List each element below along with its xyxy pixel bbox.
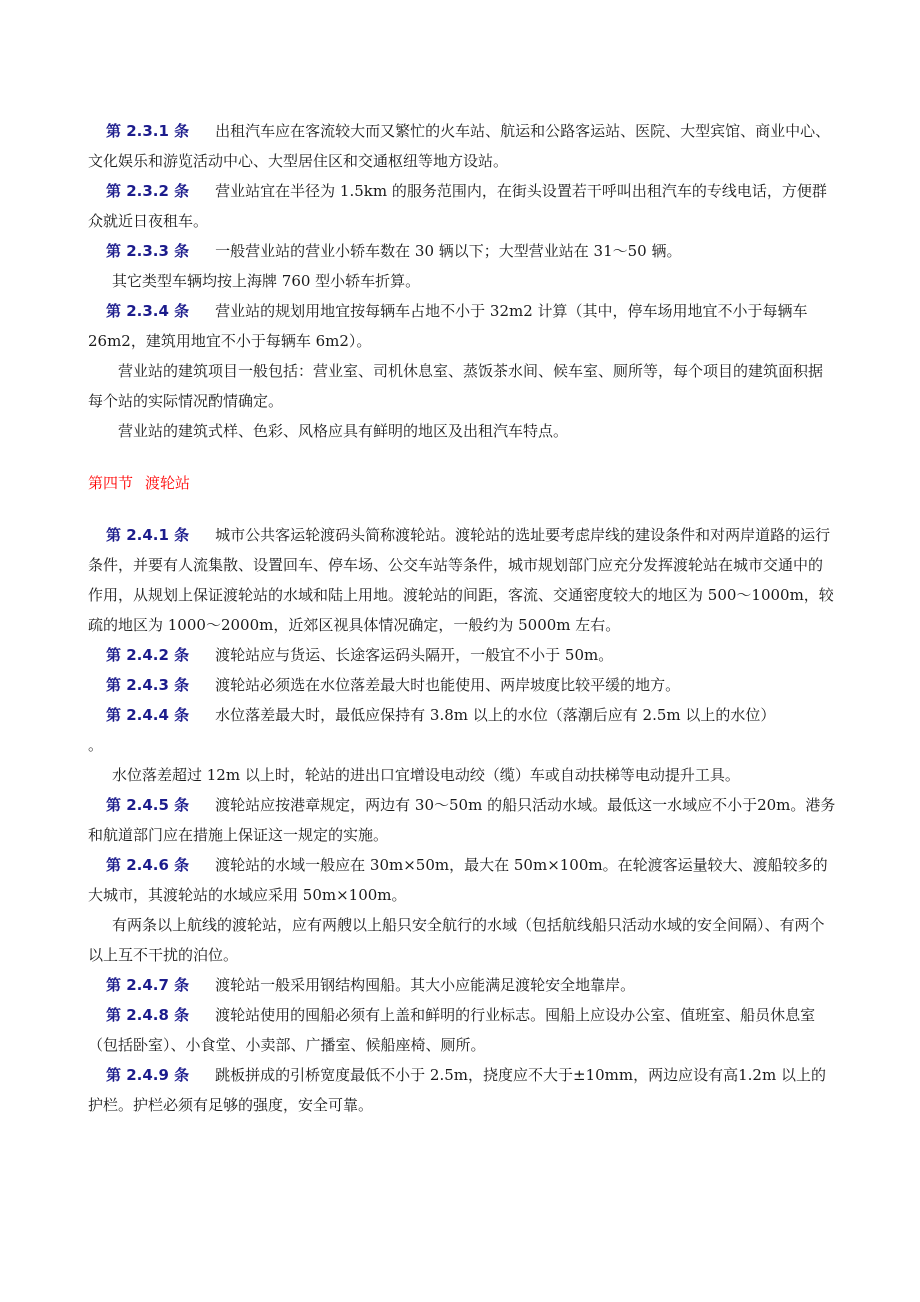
- trailing-period: 。: [88, 736, 104, 754]
- article-2-3-3: [88, 236, 836, 266]
- article-label: 第 2.3.3 条: [106, 242, 190, 260]
- article-2-4-8: [88, 1000, 836, 1060]
- section-title: 渡轮站: [145, 474, 191, 492]
- article-2-4-3: [88, 670, 836, 700]
- article-text: 渡轮站使用的囤船必须有上盖和鲜明的行业标志。囤船上应设办公室、值班室、船员休息室（包括卧室）、小食堂、小卖部、广播室、候船座椅、厕所。: [88, 1006, 816, 1054]
- article-2-3-4: [88, 296, 836, 356]
- article-label: 第 2.4.7 条: [106, 976, 190, 994]
- article-label: 第 2.4.9 条: [106, 1066, 190, 1084]
- note-2-3-4-a: 营业站的建筑项目一般包括：营业室、司机休息室、蒸饭茶水间、候车室、厕所等，每个项目的建筑面积据每个站的实际情况酌情确定。: [88, 362, 824, 410]
- section-number: 第四节: [88, 474, 134, 492]
- article-text: 渡轮站一般采用钢结构囤船。其大小应能满足渡轮安全地靠岸。: [215, 976, 636, 994]
- article-label: 第 2.4.5 条: [106, 796, 190, 814]
- article-2-4-1: [88, 520, 836, 640]
- article-2-4-7: [88, 970, 836, 1000]
- article-text: 渡轮站应与货运、长途客运码头隔开，一般宜不小于 50m。: [215, 646, 614, 664]
- article-text: 渡轮站的水域一般应在 30m×50m，最大在 50m×100m。在轮渡客运量较大、渡船较多的大城市，其渡轮站的水域应采用 50m×100m。: [88, 856, 828, 904]
- article-label: 第 2.4.6 条: [106, 856, 190, 874]
- article-text: 跳板拼成的引桥宽度最低不小于 2.5m，挠度应不大于±10mm，两边应设有高1.2m 以上的护栏。护栏必须有足够的强度，安全可靠。: [88, 1066, 826, 1114]
- article-2-3-2: [88, 176, 836, 236]
- article-text: 渡轮站必须选在水位落差最大时也能使用、两岸坡度比较平缓的地方。: [215, 676, 681, 694]
- note-2-4-4: 水位落差超过 12m 以上时，轮站的进出口宜增设电动绞（缆）车或自动扶梯等电动提升工具。: [112, 766, 740, 784]
- article-label: 第 2.4.1 条: [106, 526, 190, 544]
- article-2-4-4: [88, 700, 836, 730]
- article-2-4-2: [88, 640, 836, 670]
- article-text: 渡轮站应按港章规定，两边有 30～50m 的船只活动水域。最低这一水域应不小于20m。港务和航道部门应在措施上保证这一规定的实施。: [88, 796, 836, 844]
- section-heading: [88, 468, 836, 498]
- article-text: 营业站的规划用地宜按每辆车占地不小于 32m2 计算（其中，停车场用地宜不小于每辆车 26m2，建筑用地宜不小于每辆车 6m2）。: [88, 302, 808, 350]
- article-2-4-5: [88, 790, 836, 850]
- document-page: [88, 116, 836, 1120]
- article-label: 第 2.3.4 条: [106, 302, 190, 320]
- article-2-3-1: [88, 116, 836, 176]
- article-label: 第 2.4.2 条: [106, 646, 190, 664]
- article-text: 营业站宜在半径为 1.5km 的服务范围内，在街头设置若干呼叫出租汽车的专线电话，方便群众就近日夜租车。: [88, 182, 827, 230]
- article-label: 第 2.3.2 条: [106, 182, 190, 200]
- article-label: 第 2.4.8 条: [106, 1006, 190, 1024]
- article-label: 第 2.4.3 条: [106, 676, 190, 694]
- article-text: 一般营业站的营业小轿车数在 30 辆以下；大型营业站在 31～50 辆。: [215, 242, 682, 260]
- article-text: 城市公共客运轮渡码头简称渡轮站。渡轮站的选址要考虑岸线的建设条件和对两岸道路的运行条件，并要有人流集散、设置回车、停车场、公交车站等条件，城市规划部门应充分发挥渡轮站在城市交通中的作用，从规划上保证渡轮站的水域和陆上用地。渡轮站的间距，客流、交通密度较大的地区为 500～1000m，较疏的地区为 1000～2000m，近郊区视具体情况确定，一般约为 5000m 左右。: [88, 526, 834, 634]
- note-2-4-6: 有两条以上航线的渡轮站，应有两艘以上船只安全航行的水域（包括航线船只活动水域的安全间隔）、有两个以上互不干扰的泊位。: [88, 916, 825, 964]
- article-2-4-6: [88, 850, 836, 910]
- article-label: 第 2.3.1 条: [106, 122, 190, 140]
- article-text: 出租汽车应在客流较大而又繁忙的火车站、航运和公路客运站、医院、大型宾馆、商业中心、文化娱乐和游览活动中心、大型居住区和交通枢纽等地方设站。: [88, 122, 831, 170]
- note-2-3-4-b: 营业站的建筑式样、色彩、风格应具有鲜明的地区及出租汽车特点。: [118, 422, 569, 440]
- article-label: 第 2.4.4 条: [106, 706, 190, 724]
- note-2-3-3: 其它类型车辆均按上海牌 760 型小轿车折算。: [112, 272, 421, 290]
- article-text: 水位落差最大时，最低应保持有 3.8m 以上的水位（落潮后应有 2.5m 以上的水位）: [215, 706, 776, 724]
- article-2-4-9: [88, 1060, 836, 1120]
